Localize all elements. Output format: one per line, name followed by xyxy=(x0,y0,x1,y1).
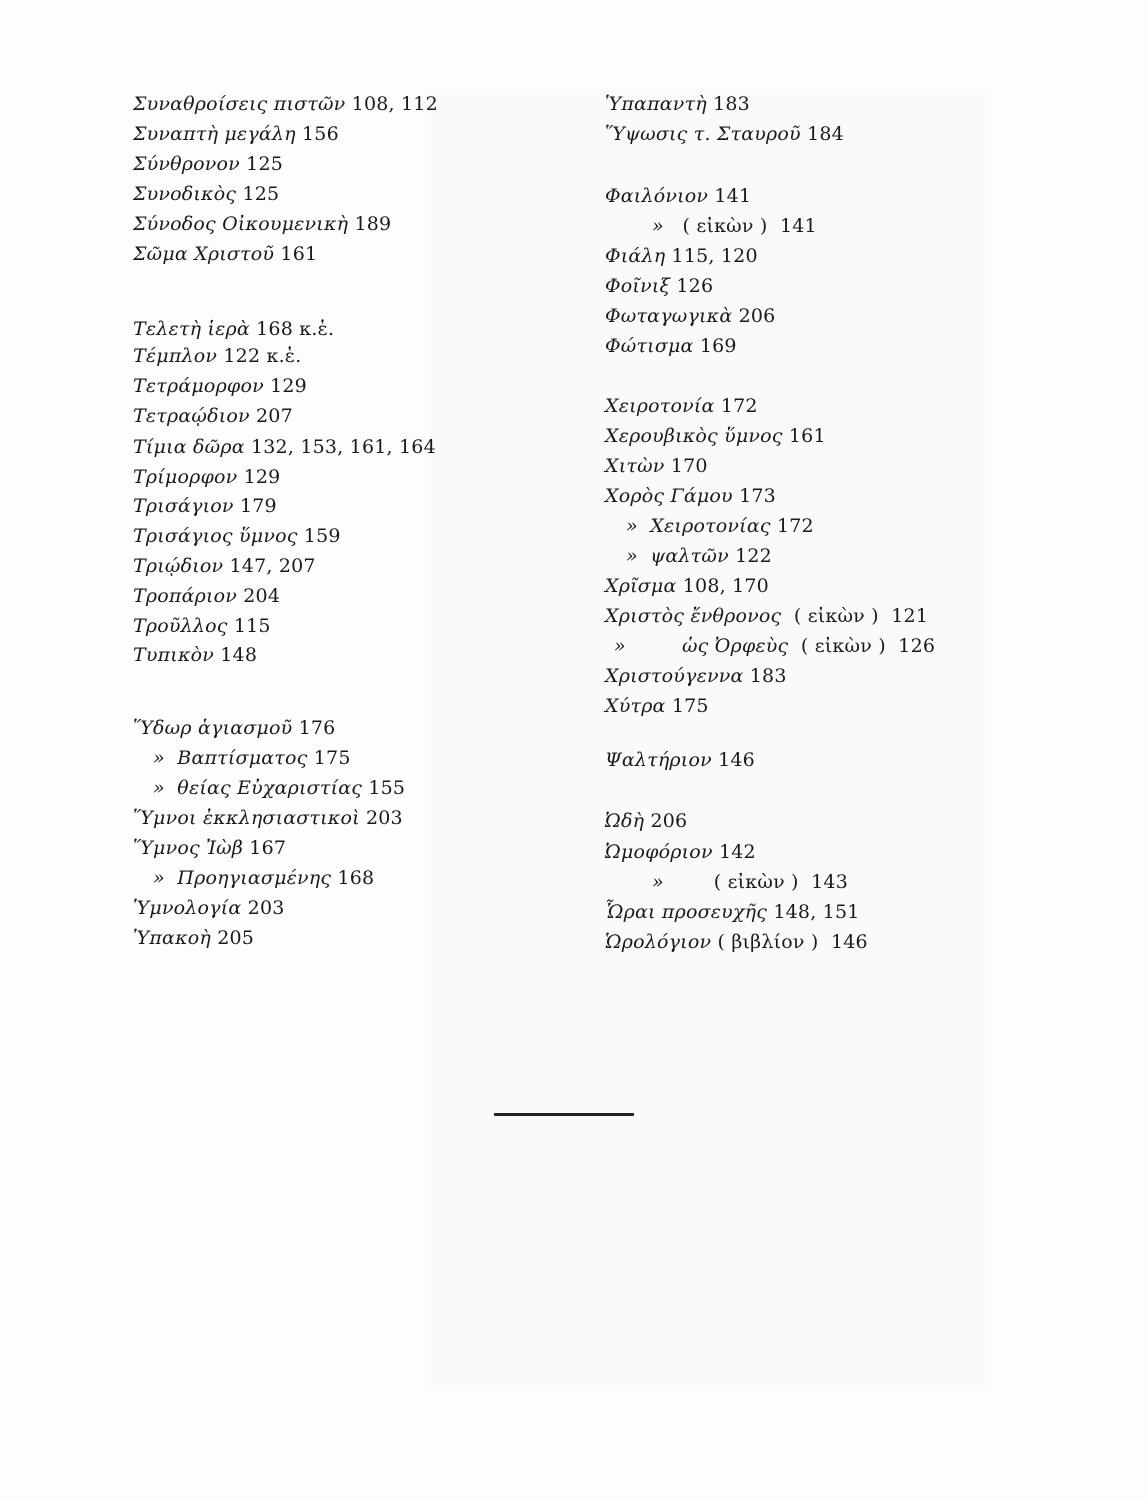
index-entry: Τίμια δῶρα 132, 153, 161, 164 xyxy=(133,436,436,458)
index-entry: Χερουβικὸς ὕμνος 161 xyxy=(605,425,826,447)
index-entry: Ὕμνοι ἐκκλησιαστικοὶ 203 xyxy=(133,807,403,829)
index-entry: Τρισάγιον 179 xyxy=(133,495,277,517)
index-entry: Φωταγωγικὰ 206 xyxy=(605,305,776,327)
index-entry: Φοῖνιξ 126 xyxy=(605,275,714,297)
index-entry: Ὠμοφόριον 142 xyxy=(605,841,756,863)
index-entry: Τελετὴ ἱερὰ 168 κ.ἑ. xyxy=(133,318,335,340)
index-entry: Χιτὼν 170 xyxy=(605,455,708,477)
index-entry: » Προηγιασμένης 168 xyxy=(153,867,375,889)
index-entry: Συναπτὴ μεγάλη 156 xyxy=(133,123,339,145)
index-entry: Τροῦλλος 115 xyxy=(133,615,271,637)
index-entry: Τυπικὸν 148 xyxy=(133,644,258,666)
index-entry: » ὡς Ὀρφεὺς ( εἰκὼν ) 126 xyxy=(614,635,936,657)
index-entry: » ψαλτῶν 122 xyxy=(626,545,772,567)
index-entry: » Βαπτίσματος 175 xyxy=(153,747,351,769)
index-entry: Συναθροίσεις πιστῶν 108, 112 xyxy=(133,93,438,115)
index-entry: Χύτρα 175 xyxy=(605,695,709,717)
index-entry: Τριῴδιον 147, 207 xyxy=(133,555,316,577)
index-entry: » Χειροτονίας 172 xyxy=(626,515,814,537)
index-entry: Τροπάριον 204 xyxy=(133,585,281,607)
index-entry: Χριστούγεννα 183 xyxy=(605,665,787,687)
index-entry: Τετραῴδιον 207 xyxy=(133,405,293,427)
index-entry: Τέμπλον 122 κ.ἑ. xyxy=(133,345,302,367)
index-entry: Φιάλη 115, 120 xyxy=(605,245,758,267)
index-entry: Φαιλόνιον 141 xyxy=(605,185,752,207)
index-entry: Ὑπακοὴ 205 xyxy=(133,927,255,949)
index-entry: Τρίμορφον 129 xyxy=(133,466,281,488)
index-entry: Φώτισμα 169 xyxy=(605,335,737,357)
index-entry: » ( εἰκὼν ) 143 xyxy=(652,871,849,893)
index-entry: » ( εἰκὼν ) 141 xyxy=(652,215,817,237)
index-entry: Τρισάγιος ὕμνος 159 xyxy=(133,525,341,547)
index-entry: Ὑπαπαντὴ 183 xyxy=(605,93,750,115)
index-entry: Σύνοδος Οἰκουμενικὴ 189 xyxy=(133,213,392,235)
index-entry: Ὕψωσις τ. Σταυροῦ 184 xyxy=(605,123,844,145)
index-entry: Ὧραι προσευχῆς 148, 151 xyxy=(605,901,860,923)
index-entry: Τετράμορφον 129 xyxy=(133,375,307,397)
index-entry: Σῶμα Χριστοῦ 161 xyxy=(133,243,318,265)
index-entry: Χριστὸς ἔνθρονος ( εἰκὼν ) 121 xyxy=(605,605,929,627)
index-entry: Σύνθρονον 125 xyxy=(133,153,284,175)
index-entry: Χειροτονία 172 xyxy=(605,395,758,417)
index-entry: » θείας Εὐχαριστίας 155 xyxy=(153,777,406,799)
index-entry: Χορὸς Γάμου 173 xyxy=(605,485,776,507)
index-entry: Συνοδικὸς 125 xyxy=(133,183,280,205)
index-entry: Ὕμνος Ἰὼβ 167 xyxy=(133,837,287,859)
index-entry: Ψαλτήριον 146 xyxy=(605,749,755,771)
index-entry: Ὠδὴ 206 xyxy=(605,810,688,832)
index-entry: Ὕδωρ ἁγιασμοῦ 176 xyxy=(133,717,336,739)
index-entry: Χρῖσμα 108, 170 xyxy=(605,575,769,597)
index-entry: Ὡρολόγιον ( βιβλίον ) 146 xyxy=(605,931,868,953)
index-entry: Ὑμνολογία 203 xyxy=(133,897,285,919)
end-rule xyxy=(494,1113,634,1116)
